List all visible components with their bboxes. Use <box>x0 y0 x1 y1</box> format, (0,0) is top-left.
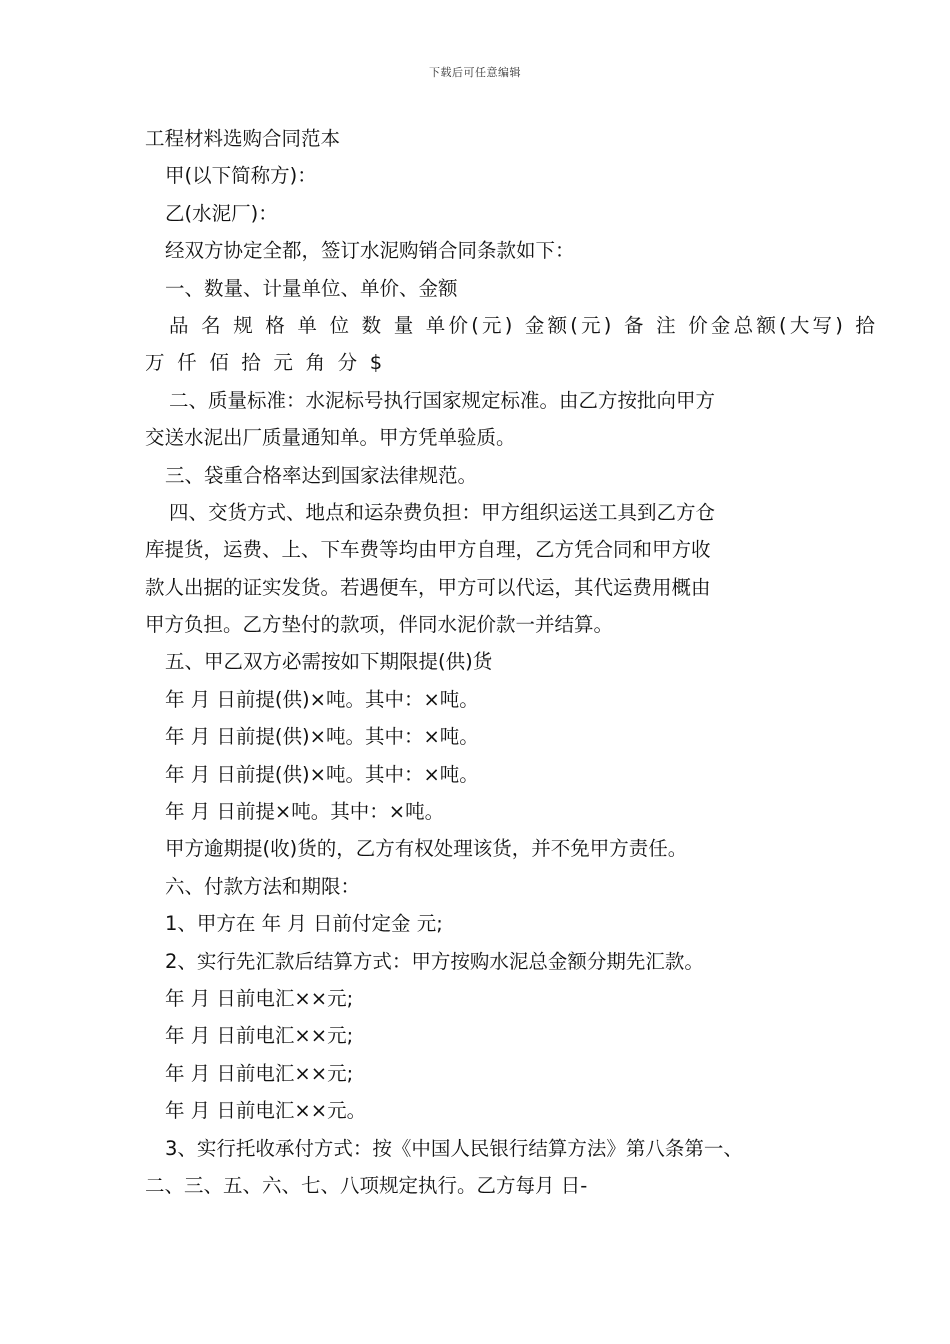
section-heading-1: 一、数量、计量单位、单价、金额 <box>165 276 458 300</box>
party-b-line: 乙(水泥厂)： <box>165 201 278 225</box>
section-heading-6: 六、付款方法和期限： <box>165 874 361 898</box>
schedule-line: 年 月 日前提(供)×吨。其中：×吨。 <box>165 762 479 786</box>
paragraph-line: 交送水泥出厂质量通知单。甲方凭单验质。 <box>145 426 516 450</box>
schedule-line: 年 月 日前提×吨。其中：×吨。 <box>165 800 445 824</box>
payment-item-2: 2、实行先汇款后结算方式：甲方按购水泥总金额分期先汇款。 <box>165 949 704 973</box>
remittance-line: 年 月 日前电汇××元; <box>165 1061 354 1085</box>
paragraph-line: 四、交货方式、地点和运杂费负担：甲方组织运送工具到乙方仓 <box>169 500 716 524</box>
remittance-line: 年 月 日前电汇××元; <box>165 1024 354 1048</box>
section-heading-5: 五、甲乙双方必需按如下期限提(供)货 <box>165 650 493 674</box>
paragraph-line: 二、质量标准：水泥标号执行国家规定标准。由乙方按批向甲方 <box>169 388 716 412</box>
table-header-line-cont: 万 仟 佰 拾 元 角 分 $ <box>145 351 386 375</box>
paragraph-line: 款人出据的证实发货。若遇便车，甲方可以代运，其代运费用概由 <box>145 575 711 599</box>
schedule-line: 年 月 日前提(供)×吨。其中：×吨。 <box>165 687 479 711</box>
paragraph-line: 二、三、五、六、七、八项规定执行。乙方每月 日- <box>145 1173 588 1197</box>
paragraph-line: 甲方逾期提(收)货的，乙方有权处理该货，并不免甲方责任。 <box>165 837 688 861</box>
payment-item-1: 1、甲方在 年 月 日前付定金 元; <box>165 912 443 936</box>
document-body <box>145 120 879 1204</box>
header-note: 下载后可任意编辑 <box>429 66 521 79</box>
remittance-line: 年 月 日前电汇××元; <box>165 986 354 1010</box>
paragraph-line: 库提货，运费、上、下车费等均由甲方自理，乙方凭合同和甲方收 <box>145 538 711 562</box>
schedule-line: 年 月 日前提(供)×吨。其中：×吨。 <box>165 725 479 749</box>
document-title: 工程材料选购合同范本 <box>145 127 341 150</box>
paragraph-line: 三、袋重合格率达到国家法律规范。 <box>165 463 478 487</box>
agreement-intro: 经双方协定全都，签订水泥购销合同条款如下： <box>165 239 575 263</box>
paragraph-line: 甲方负担。乙方垫付的款项，伴同水泥价款一并结算。 <box>145 613 614 637</box>
party-a-line: 甲(以下简称方)： <box>165 164 317 188</box>
table-header-line: 品 名 规 格 单 位 数 量 单价(元) 金额(元) 备 注 价金总额(大写) 拾 <box>169 313 879 337</box>
payment-item-3: 3、实行托收承付方式：按《中国人民银行结算方法》第八条第一、 <box>165 1136 743 1160</box>
remittance-line: 年 月 日前电汇××元。 <box>165 1099 367 1123</box>
